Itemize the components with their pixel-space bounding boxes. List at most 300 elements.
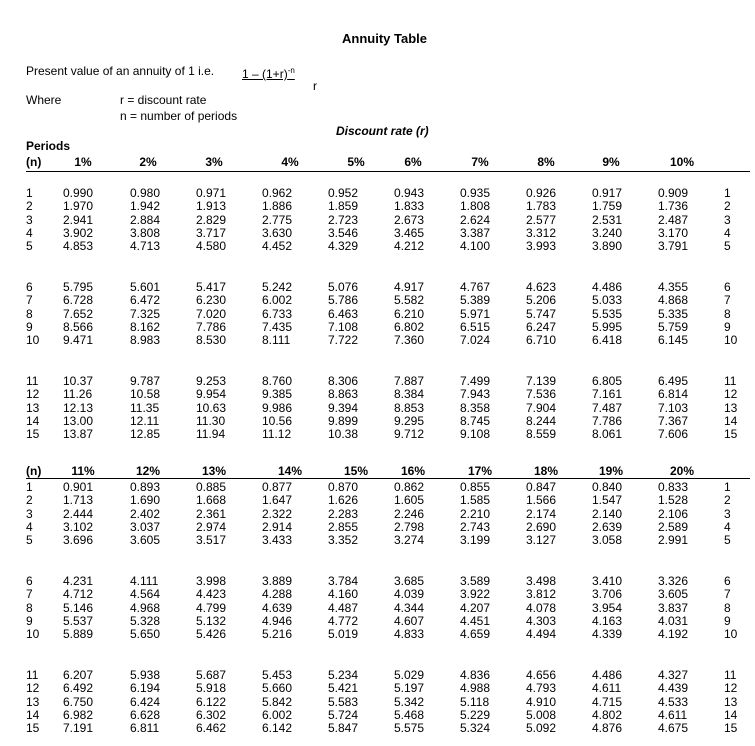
table1-value-cell: 1.759 xyxy=(592,199,623,214)
table2-value-cell: 1.668 xyxy=(196,493,227,508)
table1-value-cell: 2.577 xyxy=(526,212,557,227)
table1-value-cell: 3.170 xyxy=(658,225,689,240)
table2-value-cell: 2.361 xyxy=(196,506,227,521)
page-title: Annuity Table xyxy=(342,31,427,46)
table2-value-cell: 5.132 xyxy=(196,613,227,628)
table1-value-cell: 0.990 xyxy=(63,186,94,200)
table2-value-cell: 0.893 xyxy=(130,480,161,494)
table1-value-cell: 10.63 xyxy=(196,400,227,415)
table2-value-cell: 3.517 xyxy=(196,533,227,548)
table1-value-cell: 3.902 xyxy=(63,225,94,240)
table1-period-left: 5 xyxy=(26,239,33,254)
table1-value-cell: 6.210 xyxy=(394,306,425,321)
table2-period-right: 7 xyxy=(724,587,731,602)
table2-period-right: 11 xyxy=(724,668,737,682)
table1-value-cell: 7.108 xyxy=(328,319,359,334)
table1-value-cell: 1.942 xyxy=(130,199,161,214)
table2-value-cell: 0.847 xyxy=(526,480,557,494)
table2-value-cell: 4.833 xyxy=(394,627,425,642)
table2-rate-header: 20% xyxy=(669,464,695,478)
table2-value-cell: 4.968 xyxy=(130,600,161,615)
table2-value-cell: 5.847 xyxy=(328,721,359,736)
table2-value-cell: 4.876 xyxy=(592,721,623,736)
table2-value-cell: 3.605 xyxy=(658,587,689,602)
table1-value-cell: 1.736 xyxy=(658,199,689,214)
table1-period-left: 13 xyxy=(26,400,40,415)
table1-value-cell: 5.995 xyxy=(592,319,623,334)
table1-value-cell: 5.535 xyxy=(592,306,623,321)
table1-value-cell: 2.884 xyxy=(130,212,161,227)
table1-period-right: 13 xyxy=(724,400,738,415)
table1-value-cell: 8.162 xyxy=(130,319,161,334)
table2-value-cell: 5.118 xyxy=(460,694,490,709)
table1-value-cell: 2.624 xyxy=(460,212,491,227)
table2-value-cell: 2.402 xyxy=(130,506,161,521)
table1-period-left: 3 xyxy=(26,212,33,227)
table2-period-right: 5 xyxy=(724,533,731,548)
table1-value-cell: 11.94 xyxy=(196,427,226,442)
table1-value-cell: 1.859 xyxy=(328,199,359,214)
table2-value-cell: 6.207 xyxy=(63,668,94,682)
table2-value-cell: 7.191 xyxy=(63,721,94,736)
table1-value-cell: 4.580 xyxy=(196,239,227,254)
table1-value-cell: 10.56 xyxy=(262,413,293,428)
formula-exponent: -n xyxy=(287,66,295,75)
table1-value-cell: 2.941 xyxy=(63,212,94,227)
table2-value-cell: 4.910 xyxy=(526,694,557,709)
table2-value-cell: 4.712 xyxy=(63,587,94,602)
table2-value-cell: 3.696 xyxy=(63,533,94,548)
table1-value-cell: 6.495 xyxy=(658,374,689,388)
table1-value-cell: 4.486 xyxy=(592,280,623,294)
table2-value-cell: 6.424 xyxy=(130,694,161,709)
table2-period-left: 10 xyxy=(26,627,40,642)
table1-value-cell: 9.471 xyxy=(63,333,94,348)
table2-value-cell: 4.231 xyxy=(63,574,94,588)
table2-value-cell: 0.877 xyxy=(262,480,293,494)
table2-period-right: 2 xyxy=(724,493,731,508)
table2-value-cell: 5.008 xyxy=(526,707,557,722)
table2-value-cell: 2.974 xyxy=(196,519,227,534)
table2-value-cell: 3.326 xyxy=(658,574,689,588)
table2-value-cell: 5.650 xyxy=(130,627,161,642)
table2-value-cell: 5.092 xyxy=(526,721,557,736)
table1-value-cell: 6.145 xyxy=(658,333,689,348)
table2-value-cell: 4.656 xyxy=(526,668,557,682)
n-header-2: (n) xyxy=(26,464,42,478)
table1-period-left: 9 xyxy=(26,319,33,334)
table1-value-cell: 4.355 xyxy=(658,280,689,294)
table2-value-cell: 3.037 xyxy=(130,519,161,534)
table2-value-cell: 4.659 xyxy=(460,627,491,642)
table2-period-left: 14 xyxy=(26,707,40,722)
table1-rate-header: 7% xyxy=(471,155,489,169)
table2-value-cell: 5.421 xyxy=(328,681,359,696)
table1-value-cell: 1.886 xyxy=(262,199,293,214)
table1-period-right: 6 xyxy=(724,280,731,294)
table2-rate-header: 18% xyxy=(533,464,559,478)
table2-rate-header: 16% xyxy=(400,464,426,478)
table1-value-cell: 7.943 xyxy=(460,387,491,402)
table1-value-cell: 5.795 xyxy=(63,280,94,294)
table2-value-cell: 6.002 xyxy=(262,707,293,722)
table1-value-cell: 5.242 xyxy=(262,280,293,294)
table1-rate-header: 9% xyxy=(602,155,620,169)
table2-value-cell: 4.439 xyxy=(658,681,689,696)
table2-value-cell: 4.303 xyxy=(526,613,557,628)
table2-value-cell: 5.842 xyxy=(262,694,293,709)
table1-value-cell: 6.728 xyxy=(63,293,94,308)
table2-value-cell: 4.611 xyxy=(592,681,622,696)
table1-period-left: 15 xyxy=(26,427,40,442)
table2-rate-header: 19% xyxy=(598,464,624,478)
table2-value-cell: 2.174 xyxy=(526,506,557,521)
table2-value-cell: 4.207 xyxy=(460,600,491,615)
table2-period-left: 12 xyxy=(26,681,40,696)
table2-period-left: 2 xyxy=(26,493,33,508)
table1-value-cell: 3.387 xyxy=(460,225,491,240)
table2-value-cell: 0.862 xyxy=(394,480,425,494)
table2-period-left: 8 xyxy=(26,600,33,615)
table1-period-left: 6 xyxy=(26,280,33,294)
table2-value-cell: 3.812 xyxy=(526,587,557,602)
table1-value-cell: 7.499 xyxy=(460,374,491,388)
table2-value-cell: 5.019 xyxy=(328,627,359,642)
table2-value-cell: 3.837 xyxy=(658,600,689,615)
table1-value-cell: 5.582 xyxy=(394,293,425,308)
table1-value-cell: 4.767 xyxy=(460,280,491,294)
table2-value-cell: 4.802 xyxy=(592,707,623,722)
table1-value-cell: 2.775 xyxy=(262,212,293,227)
table2-period-right: 14 xyxy=(724,707,738,722)
table1-value-cell: 6.710 xyxy=(526,333,557,348)
table2-value-cell: 5.029 xyxy=(394,668,425,682)
table1-period-right: 3 xyxy=(724,212,731,227)
table1-period-left: 12 xyxy=(26,387,40,402)
table2-value-cell: 3.954 xyxy=(592,600,623,615)
table2-value-cell: 2.798 xyxy=(394,519,425,534)
table1-value-cell: 8.559 xyxy=(526,427,557,442)
table1-value-cell: 12.11 xyxy=(130,413,160,428)
table2-period-left: 1 xyxy=(26,480,33,494)
table1-value-cell: 7.360 xyxy=(394,333,425,348)
table1-period-right: 11 xyxy=(724,374,737,388)
table2-value-cell: 4.639 xyxy=(262,600,293,615)
table1-period-right: 2 xyxy=(724,199,731,214)
table1-value-cell: 3.717 xyxy=(196,225,227,240)
table2-rate-header: 17% xyxy=(467,464,493,478)
table2-value-cell: 5.234 xyxy=(328,668,359,682)
table1-value-cell: 7.786 xyxy=(592,413,623,428)
table2-value-cell: 5.537 xyxy=(63,613,94,628)
table1-value-cell: 7.487 xyxy=(592,400,623,415)
table1-value-cell: 4.868 xyxy=(658,293,689,308)
table1-value-cell: 11.26 xyxy=(63,387,93,402)
table1-value-cell: 7.435 xyxy=(262,319,293,334)
table2-value-cell: 3.706 xyxy=(592,587,623,602)
table1-value-cell: 5.076 xyxy=(328,280,359,294)
table1-value-cell: 0.935 xyxy=(460,186,491,200)
table2-value-cell: 4.799 xyxy=(196,600,227,615)
table2-period-left: 7 xyxy=(26,587,33,602)
table2-value-cell: 4.078 xyxy=(526,600,557,615)
table2-header-rule xyxy=(26,478,750,479)
formula-denominator: r xyxy=(313,79,317,93)
table2-value-cell: 4.031 xyxy=(658,613,689,628)
table1-value-cell: 9.899 xyxy=(328,413,359,428)
table1-value-cell: 3.465 xyxy=(394,225,425,240)
table2-value-cell: 6.811 xyxy=(130,721,160,736)
table1-value-cell: 8.306 xyxy=(328,374,359,388)
table2-period-right: 9 xyxy=(724,613,731,628)
table2-period-right: 6 xyxy=(724,574,731,588)
table2-value-cell: 0.833 xyxy=(658,480,689,494)
table1-value-cell: 7.020 xyxy=(196,306,227,321)
table1-value-cell: 4.853 xyxy=(63,239,94,254)
table2-value-cell: 0.855 xyxy=(460,480,491,494)
table1-value-cell: 6.802 xyxy=(394,319,425,334)
table1-value-cell: 8.384 xyxy=(394,387,425,402)
table1-value-cell: 5.335 xyxy=(658,306,689,321)
table2-value-cell: 5.426 xyxy=(196,627,227,642)
table1-value-cell: 4.452 xyxy=(262,239,293,254)
table1-value-cell: 0.926 xyxy=(526,186,557,200)
table2-rate-header: 14% xyxy=(277,464,303,478)
table2-period-right: 4 xyxy=(724,519,731,534)
table2-value-cell: 3.889 xyxy=(262,574,293,588)
table1-value-cell: 6.247 xyxy=(526,319,557,334)
table2-value-cell: 3.127 xyxy=(526,533,557,548)
table1-rate-header: 10% xyxy=(669,155,695,169)
table2-value-cell: 2.743 xyxy=(460,519,491,534)
table2-value-cell: 6.492 xyxy=(63,681,94,696)
table2-value-cell: 5.583 xyxy=(328,694,359,709)
table1-period-left: 8 xyxy=(26,306,33,321)
table1-value-cell: 8.863 xyxy=(328,387,359,402)
table1-value-cell: 9.385 xyxy=(262,387,293,402)
periods-label: Periods xyxy=(26,139,71,153)
table2-value-cell: 1.626 xyxy=(328,493,359,508)
table1-rate-header: 2% xyxy=(139,155,157,169)
table1-period-right: 8 xyxy=(724,306,731,321)
table1-period-right: 5 xyxy=(724,239,731,254)
table1-value-cell: 10.38 xyxy=(328,427,359,442)
table1-value-cell: 8.358 xyxy=(460,400,491,415)
table1-value-cell: 3.890 xyxy=(592,239,623,254)
table2-value-cell: 2.210 xyxy=(460,506,491,521)
table1-period-right: 4 xyxy=(724,225,731,240)
table2-value-cell: 5.328 xyxy=(130,613,161,628)
table2-period-left: 15 xyxy=(26,721,40,736)
table2-value-cell: 4.160 xyxy=(328,587,359,602)
table1-value-cell: 3.791 xyxy=(658,239,689,254)
table2-value-cell: 5.889 xyxy=(63,627,94,642)
table2-value-cell: 4.793 xyxy=(526,681,557,696)
table2-value-cell: 3.998 xyxy=(196,574,227,588)
table1-value-cell: 4.329 xyxy=(328,239,359,254)
table1-value-cell: 6.463 xyxy=(328,306,359,321)
table2-period-left: 4 xyxy=(26,519,33,534)
table1-value-cell: 10.58 xyxy=(130,387,161,402)
r-definition: r = discount rate xyxy=(120,93,207,107)
table1-period-left: 14 xyxy=(26,413,40,428)
table2-value-cell: 1.566 xyxy=(526,493,557,508)
table2-value-cell: 2.690 xyxy=(526,519,557,534)
table1-value-cell: 8.760 xyxy=(262,374,293,388)
table1-value-cell: 3.808 xyxy=(130,225,161,240)
table1-value-cell: 0.909 xyxy=(658,186,689,200)
table2-rate-header: 13% xyxy=(201,464,227,478)
table1-value-cell: 3.993 xyxy=(526,239,557,254)
table2-value-cell: 6.194 xyxy=(130,681,161,696)
table2-value-cell: 4.451 xyxy=(460,613,491,628)
table2-rate-header: 11% xyxy=(71,464,95,478)
table2-period-left: 5 xyxy=(26,533,33,548)
table2-value-cell: 5.918 xyxy=(196,681,227,696)
table1-value-cell: 8.745 xyxy=(460,413,491,428)
table1-value-cell: 8.983 xyxy=(130,333,161,348)
table2-value-cell: 3.433 xyxy=(262,533,293,548)
table1-value-cell: 2.487 xyxy=(658,212,689,227)
table1-value-cell: 6.515 xyxy=(460,319,491,334)
table1-value-cell: 10.37 xyxy=(63,374,94,388)
table2-value-cell: 0.901 xyxy=(63,480,94,494)
table1-value-cell: 7.024 xyxy=(460,333,491,348)
table2-value-cell: 2.283 xyxy=(328,506,359,521)
table1-rate-header: 8% xyxy=(537,155,555,169)
table2-value-cell: 5.687 xyxy=(196,668,227,682)
table1-value-cell: 7.904 xyxy=(526,400,557,415)
table2-value-cell: 5.229 xyxy=(460,707,491,722)
table1-value-cell: 11.35 xyxy=(130,400,160,415)
table2-value-cell: 3.058 xyxy=(592,533,623,548)
table1-rate-header: 4% xyxy=(281,155,299,169)
table1-value-cell: 12.85 xyxy=(130,427,161,442)
table1-value-cell: 0.980 xyxy=(130,186,161,200)
table1-value-cell: 2.673 xyxy=(394,212,425,227)
table1-value-cell: 5.747 xyxy=(526,306,557,321)
table1-value-cell: 1.808 xyxy=(460,199,491,214)
table2-rate-header: 12% xyxy=(135,464,161,478)
table2-value-cell: 1.585 xyxy=(460,493,491,508)
table2-value-cell: 3.498 xyxy=(526,574,557,588)
table2-value-cell: 5.324 xyxy=(460,721,491,736)
table2-value-cell: 4.192 xyxy=(658,627,689,642)
table1-period-left: 7 xyxy=(26,293,33,308)
table1-value-cell: 7.367 xyxy=(658,413,689,428)
table1-period-left: 11 xyxy=(26,374,39,388)
table1-rate-header: 6% xyxy=(404,155,422,169)
table2-value-cell: 3.274 xyxy=(394,533,425,548)
table2-value-cell: 5.216 xyxy=(262,627,293,642)
table1-value-cell: 9.108 xyxy=(460,427,491,442)
table1-value-cell: 9.394 xyxy=(328,400,359,415)
table1-value-cell: 6.733 xyxy=(262,306,293,321)
table2-period-right: 12 xyxy=(724,681,738,696)
table2-value-cell: 4.039 xyxy=(394,587,425,602)
n-header: (n) xyxy=(26,155,42,169)
table1-period-right: 10 xyxy=(724,333,738,348)
discount-rate-label: Discount rate (r) xyxy=(336,124,429,138)
table2-period-left: 11 xyxy=(26,668,39,682)
table1-period-right: 9 xyxy=(724,319,731,334)
table1-value-cell: 8.853 xyxy=(394,400,425,415)
table1-rate-header: 5% xyxy=(347,155,365,169)
table2-value-cell: 4.494 xyxy=(526,627,557,642)
table1-value-cell: 6.230 xyxy=(196,293,227,308)
table2-value-cell: 1.605 xyxy=(394,493,425,508)
table1-value-cell: 7.103 xyxy=(658,400,689,415)
table1-period-left: 10 xyxy=(26,333,40,348)
table2-value-cell: 2.855 xyxy=(328,519,359,534)
table1-value-cell: 4.212 xyxy=(394,239,425,254)
table1-value-cell: 5.786 xyxy=(328,293,359,308)
table1-value-cell: 2.723 xyxy=(328,212,359,227)
table1-period-right: 15 xyxy=(724,427,738,442)
table1-value-cell: 1.833 xyxy=(394,199,425,214)
table2-period-right: 15 xyxy=(724,721,738,736)
table1-value-cell: 9.954 xyxy=(196,387,227,402)
table1-value-cell: 3.312 xyxy=(526,225,557,240)
table2-value-cell: 4.486 xyxy=(592,668,623,682)
table1-value-cell: 7.722 xyxy=(328,333,359,348)
table2-value-cell: 3.102 xyxy=(63,519,94,534)
table1-value-cell: 8.111 xyxy=(262,333,291,348)
table1-value-cell: 9.986 xyxy=(262,400,293,415)
table2-value-cell: 1.647 xyxy=(262,493,293,508)
table1-value-cell: 0.917 xyxy=(592,186,623,200)
formula xyxy=(242,64,295,81)
table1-value-cell: 7.606 xyxy=(658,427,689,442)
table1-rate-header: 3% xyxy=(205,155,223,169)
table1-value-cell: 6.002 xyxy=(262,293,293,308)
table2-value-cell: 6.122 xyxy=(196,694,227,709)
table1-period-left: 1 xyxy=(26,186,33,200)
table2-value-cell: 1.528 xyxy=(658,493,689,508)
table2-value-cell: 4.344 xyxy=(394,600,425,615)
table2-period-right: 1 xyxy=(724,480,731,494)
table1-value-cell: 0.962 xyxy=(262,186,293,200)
table1-value-cell: 8.244 xyxy=(526,413,557,428)
table2-value-cell: 2.106 xyxy=(658,506,689,521)
table2-period-left: 13 xyxy=(26,694,40,709)
table2-value-cell: 3.685 xyxy=(394,574,425,588)
table1-value-cell: 3.546 xyxy=(328,225,359,240)
table2-value-cell: 4.675 xyxy=(658,721,689,736)
table2-value-cell: 5.468 xyxy=(394,707,425,722)
table2-value-cell: 5.146 xyxy=(63,600,94,615)
table1-value-cell: 7.652 xyxy=(63,306,94,321)
table1-period-left: 2 xyxy=(26,199,33,214)
table1-value-cell: 11.30 xyxy=(196,413,226,428)
table1-value-cell: 5.759 xyxy=(658,319,689,334)
table1-value-cell: 7.139 xyxy=(526,374,557,388)
table2-value-cell: 6.142 xyxy=(262,721,293,736)
table1-value-cell: 13.00 xyxy=(63,413,94,428)
table2-value-cell: 6.750 xyxy=(63,694,94,709)
table2-value-cell: 3.605 xyxy=(130,533,161,548)
table2-value-cell: 4.487 xyxy=(328,600,359,615)
table2-period-right: 13 xyxy=(724,694,738,709)
table1-value-cell: 6.805 xyxy=(592,374,623,388)
table2-value-cell: 3.410 xyxy=(592,574,623,588)
table2-value-cell: 3.784 xyxy=(328,574,359,588)
table1-period-right: 12 xyxy=(724,387,738,402)
table1-period-left: 4 xyxy=(26,225,33,240)
table1-value-cell: 12.13 xyxy=(63,400,94,415)
table2-value-cell: 6.462 xyxy=(196,721,227,736)
table2-value-cell: 4.423 xyxy=(196,587,227,602)
